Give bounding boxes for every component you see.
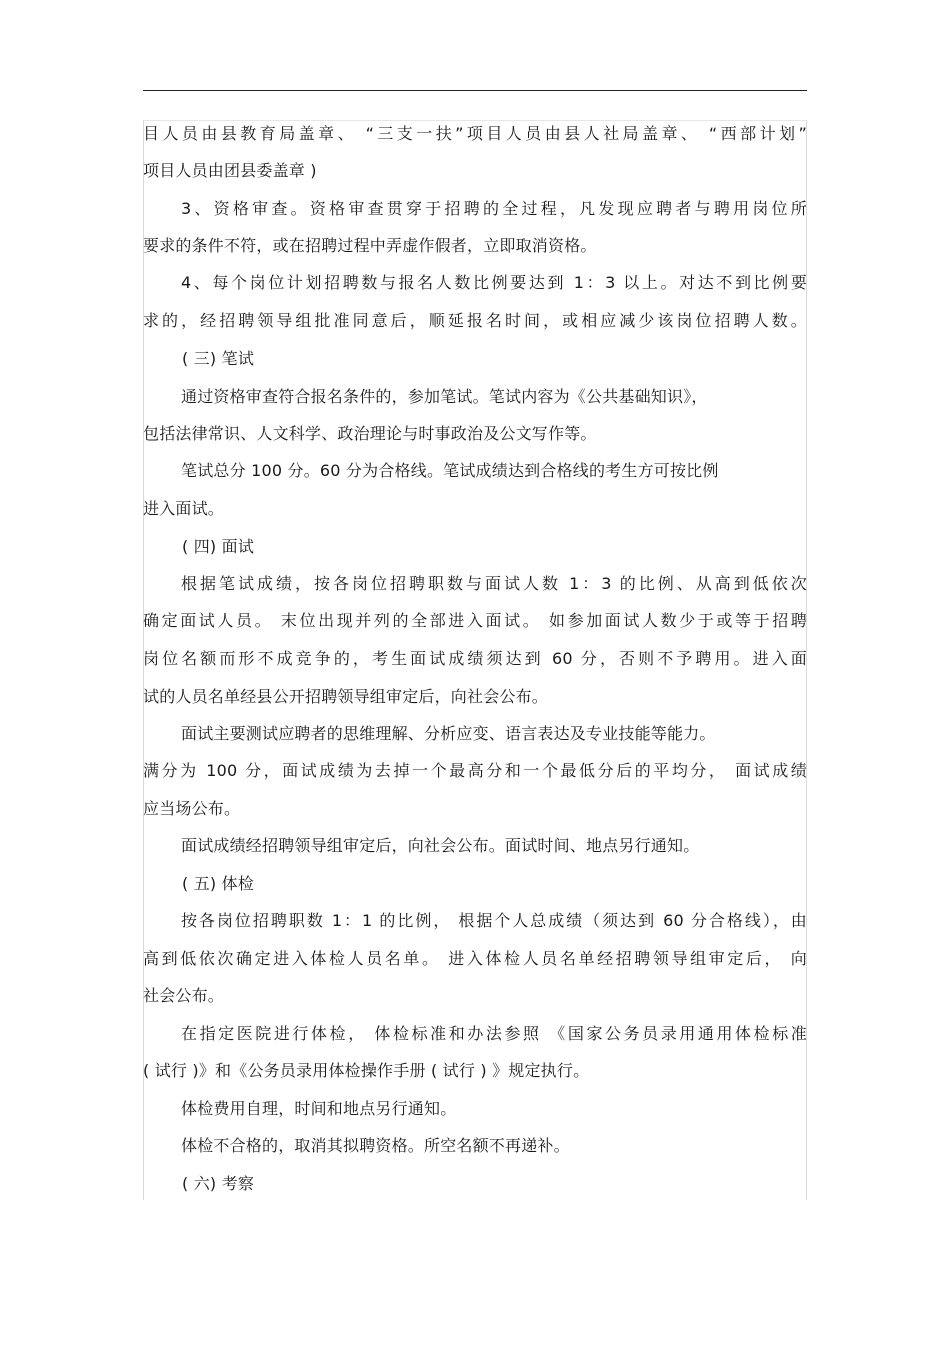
section-heading: ( 六) 考察 bbox=[182, 1174, 255, 1193]
text-line: 试的人员名单经县公开招聘领导组审定后，向社会公布。 bbox=[143, 687, 549, 706]
text-line: 在指定医院进行体检， 体检标准和办法参照 《国家公务员录用通用体检标准 bbox=[181, 1024, 807, 1043]
text-line: 通过资格审查符合报名条件的，参加笔试。笔试内容为《公共基础知识》， bbox=[181, 387, 708, 406]
text-line: 确定面试人员。 末位出现并列的全部进入面试。 如参加面试人数少于或等于招聘 bbox=[143, 611, 807, 630]
text-line: 3、资格审查。资格审查贯穿于招聘的全过程，凡发现应聘者与聘用岗位所 bbox=[181, 199, 807, 218]
text-line: 体检费用自理，时间和地点另行通知。 bbox=[181, 1099, 457, 1118]
text-line: 根据笔试成绩，按各岗位招聘职数与面试人数 1：3 的比例、从高到低依次 bbox=[181, 574, 807, 593]
text-line: 面试成绩经招聘领导组审定后，向社会公布。面试时间、地点另行通知。 bbox=[181, 836, 700, 855]
text-line: 目人员由县教育局盖章、 “三支一扶”项目人员由县人社局盖章、 “西部计划” bbox=[143, 124, 807, 143]
text-line: 求的，经招聘领导组批准同意后，顺延报名时间，或相应减少该岗位招聘人数。 bbox=[143, 311, 807, 330]
section-heading: ( 三) 笔试 bbox=[182, 349, 255, 368]
text-line: 体检不合格的，取消其拟聘资格。所空名额不再递补。 bbox=[181, 1136, 570, 1155]
text-line: 高到低依次确定进入体检人员名单。 进入体检人员名单经招聘领导组审定后， 向 bbox=[143, 949, 807, 968]
text-line: ( 试行 )》和《公务员录用体检操作手册 ( 试行 ) 》规定执行。 bbox=[143, 1061, 590, 1080]
text-line: 面试主要测试应聘者的思维理解、分析应变、语言表达及专业技能等能力。 bbox=[181, 724, 716, 743]
text-line: 按各岗位招聘职数 1：1 的比例， 根据个人总成绩（须达到 60 分合格线），由 bbox=[181, 911, 807, 930]
header-rule bbox=[143, 90, 807, 91]
text-line: 社会公布。 bbox=[143, 986, 225, 1005]
section-heading: ( 五) 体检 bbox=[182, 874, 255, 893]
section-heading: ( 四) 面试 bbox=[182, 537, 255, 556]
text-line: 应当场公布。 bbox=[143, 799, 241, 818]
text-line: 岗位名额而形不成竞争的，考生面试成绩须达到 60 分，否则不予聘用。进入面 bbox=[143, 649, 807, 668]
text-line: 项目人员由团县委盖章 ) bbox=[143, 161, 317, 180]
text-line: 满分为 100 分，面试成绩为去掉一个最高分和一个最低分后的平均分， 面试成绩 bbox=[143, 761, 807, 780]
text-line: 进入面试。 bbox=[143, 499, 225, 518]
text-line: 4、每个岗位计划招聘数与报名人数比例要达到 1：3 以上。对达不到比例要 bbox=[181, 273, 807, 292]
text-line: 笔试总分 100 分。60 分为合格线。笔试成绩达到合格线的考生方可按比例 bbox=[181, 461, 719, 480]
text-line: 包括法律常识、人文科学、政治理论与时事政治及公文写作等。 bbox=[143, 424, 597, 443]
text-line: 要求的条件不符，或在招聘过程中弄虚作假者，立即取消资格。 bbox=[143, 236, 597, 255]
